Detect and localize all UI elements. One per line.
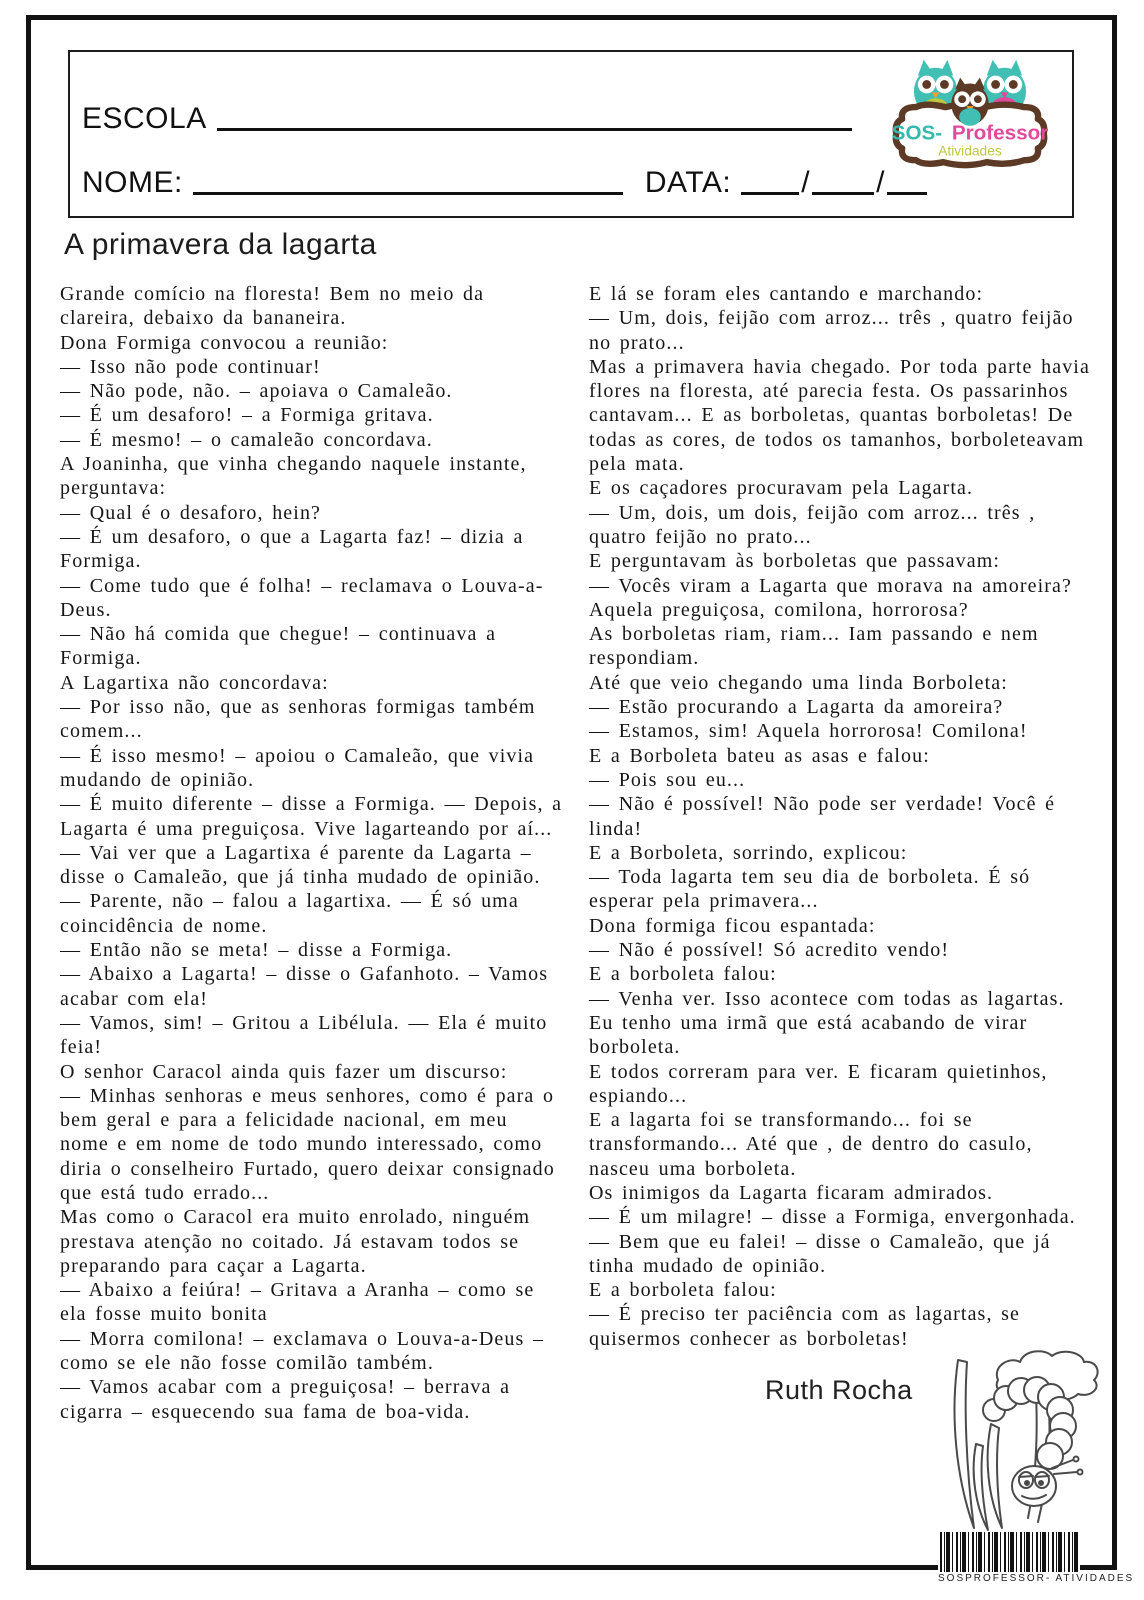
story-paragraph: — Não é possível! Só acredito vendo! <box>589 939 950 962</box>
story-paragraph: — Abaixo a feiúra! – Gritava a Aranha – como se ela fosse muito bonita <box>60 1279 535 1326</box>
story-paragraph: — É preciso ter paciência com as lagartas, se quisermos conhecer as borboletas! <box>589 1303 1021 1350</box>
story-paragraph: — Estamos, sim! Aquela horrorosa! Comilona! <box>589 720 1028 743</box>
story-paragraph: — Bem que eu falei! – disse o Camaleão, que já tinha mudado de opinião. <box>589 1230 1051 1277</box>
story-paragraph: Dona formiga ficou espantada: <box>589 914 876 937</box>
story-paragraph: E a borboleta falou: <box>589 963 777 986</box>
story-paragraph: E a lagarta foi se transformando... foi se transformando... Até que , de dentro do casulo, nasceu uma borboleta. <box>589 1109 1033 1180</box>
story-paragraph: — É mesmo! – o camaleão concordava. <box>60 428 433 451</box>
story-paragraph: — Come tudo que é folha! – reclamava o Louva-a-Deus. <box>60 574 544 621</box>
story-paragraph: Os inimigos da Lagarta ficaram admirados. <box>589 1181 994 1204</box>
date-month-line[interactable] <box>812 188 874 195</box>
story-paragraph: — Estão procurando a Lagarta da amoreira? <box>589 696 1004 719</box>
barcode-bars-icon <box>940 1532 1078 1572</box>
story-paragraph: — Vocês viram a Lagarta que morava na amoreira? Aquela preguiçosa, comilona, horrorosa? <box>589 574 1072 621</box>
story-paragraph: E a borboleta falou: <box>589 1279 777 1302</box>
story-paragraph: — Pois sou eu... <box>589 768 746 791</box>
date-day-line[interactable] <box>741 188 799 195</box>
story-paragraph: — Minhas senhoras e meus senhores, como é para o bem geral e para a felicidade nacional, em meu nome e em nome de todo mundo interessado, como diria o conselheiro Furtado, quero deixar consignado que está tudo errado... <box>60 1084 555 1204</box>
story-paragraph: — Qual é o desaforo, hein? <box>60 501 322 524</box>
story-paragraph: — Não há comida que chegue! – continuava a Formiga. <box>60 623 497 670</box>
svg-text:SOS- Professor <box>892 122 1049 145</box>
story-paragraph: — Vamos acabar com a preguiçosa! – berrava a cigarra – esquecendo sua fama de boa-vida. <box>60 1376 511 1423</box>
story-paragraph: E os caçadores procuravam pela Lagarta. <box>589 477 974 500</box>
story-paragraph: — Parente, não – falou a lagartixa. — É só uma coincidência de nome. <box>60 890 519 937</box>
story-paragraph: — É um milagre! – disse a Formiga, envergonhada. <box>589 1206 1076 1229</box>
story-paragraph: E todos correram para ver. E ficaram quietinhos, espiando... <box>589 1060 1048 1107</box>
date-label: DATA: <box>644 166 732 199</box>
story-paragraph: Mas a primavera havia chegado. Por toda parte havia flores na floresta, até parecia festa. Os passarinhos cantavam... E as borboletas, quantas borboletas! De todas as cores, de todos os tamanhos, borboleteavam pela mata. <box>589 355 1090 476</box>
story-paragraph: — Abaixo a Lagarta! – disse o Gafanhoto. – Vamos acabar com ela! <box>60 963 549 1010</box>
logo-text-atividades: Atividades <box>938 143 1002 159</box>
owl-middle-icon <box>951 78 988 126</box>
school-row <box>82 104 852 134</box>
name-label: NOME: <box>82 166 183 199</box>
story-paragraph: — Vamos, sim! – Gritou a Libélula. — Ela é muito feia! <box>60 1011 548 1059</box>
story-paragraph: A Joaninha, que vinha chegando naquele instante, perguntava: <box>60 453 527 500</box>
name-fill-line[interactable] <box>193 188 623 195</box>
story-paragraph: — É um desaforo! – a Formiga gritava. <box>60 404 434 427</box>
story-paragraph: — Toda lagarta tem seu dia de borboleta. É só esperar pela primavera... <box>589 866 1031 913</box>
story-paragraph: — É um desaforo, o que a Lagarta faz! – dizia a Formiga. <box>60 525 524 573</box>
story-paragraph: — Por isso não, que as senhoras formigas também comem... <box>60 696 536 743</box>
story-paragraph: — Não é possível! Não pode ser verdade! Você é linda! <box>589 793 1056 840</box>
story-paragraph: As borboletas riam, riam... Iam passando e nem respondiam. <box>589 623 1039 670</box>
barcode <box>938 1532 1135 1584</box>
story-paragraph: A Lagartixa não concordava: <box>60 671 329 694</box>
story-paragraph: — Isso não pode continuar! <box>60 355 321 378</box>
story-paragraph: — Venha ver. Isso acontece com todas as lagartas. Eu tenho uma irmã que está acabando de virar borboleta. <box>589 987 1065 1059</box>
story-paragraph: — Então não se meta! – disse a Formiga. <box>60 939 453 962</box>
story-paragraph: E a Borboleta, sorrindo, explicou: <box>589 841 908 864</box>
story-column-left <box>60 282 565 1424</box>
barcode-caption: SOSPROFESSOR- ATIVIDADES <box>938 1573 1135 1584</box>
owls-logo-icon <box>886 52 1054 174</box>
page-title: A primavera da lagarta <box>64 228 377 261</box>
date-slash: / <box>876 166 885 199</box>
logo-text-professor: Professor <box>951 121 1049 145</box>
story-paragraph: Dona Formiga convocou a reunião: <box>60 331 389 354</box>
story-paragraph: E a Borboleta bateu as asas e falou: <box>589 744 930 767</box>
story-paragraph: — É muito diferente – disse a Formiga. — Depois, a Lagarta é uma preguiçosa. Vive lagarteando por aí... <box>60 793 563 840</box>
story-paragraph: E perguntavam às borboletas que passavam: <box>589 550 1001 573</box>
caterpillar-illustration <box>936 1346 1108 1542</box>
story-paragraph: O senhor Caracol ainda quis fazer um discurso: <box>60 1060 508 1083</box>
story-paragraph: — Morra comilona! – exclamava o Louva-a-Deus – como se ele não fosse comilão também. <box>60 1327 545 1375</box>
story-paragraph: — Um, dois, um dois, feijão com arroz... três , quatro feijão no prato... <box>589 501 1036 548</box>
story-paragraph: Até que veio chegando uma linda Borboleta: <box>589 671 1008 694</box>
date-year-line[interactable] <box>887 188 927 195</box>
story-paragraph: — É isso mesmo! – apoiou o Camaleão, que vivia mudando de opinião. <box>60 744 535 791</box>
story-paragraph: Grande comício na floresta! Bem no meio da clareira, debaixo da bananeira. <box>60 283 485 330</box>
date-slash: / <box>801 166 811 199</box>
story-paragraph: — Não pode, não. – apoiava o Camaleão. <box>60 380 453 403</box>
story-paragraph: — Vai ver que a Lagartixa é parente da Lagarta – disse o Camaleão, que já tinha mudado de opinião. <box>60 841 541 889</box>
author-name: Ruth Rocha <box>765 1375 913 1405</box>
story-columns <box>60 282 1094 1424</box>
story-paragraph: — Um, dois, feijão com arroz... três , quatro feijão no prato... <box>589 307 1074 354</box>
name-date-row <box>82 168 927 198</box>
school-label: ESCOLA <box>82 102 207 135</box>
sos-professor-logo <box>886 52 1054 174</box>
logo-text-sos: SOS- <box>891 121 943 145</box>
story-paragraph: E lá se foram eles cantando e marchando: <box>589 283 984 305</box>
story-column-right <box>589 282 1094 1424</box>
school-fill-line[interactable] <box>217 124 852 131</box>
story-paragraph: Mas como o Caracol era muito enrolado, ninguém prestava atenção no coitado. Já estavam todos se preparando para caçar a Lagarta. <box>60 1206 531 1277</box>
